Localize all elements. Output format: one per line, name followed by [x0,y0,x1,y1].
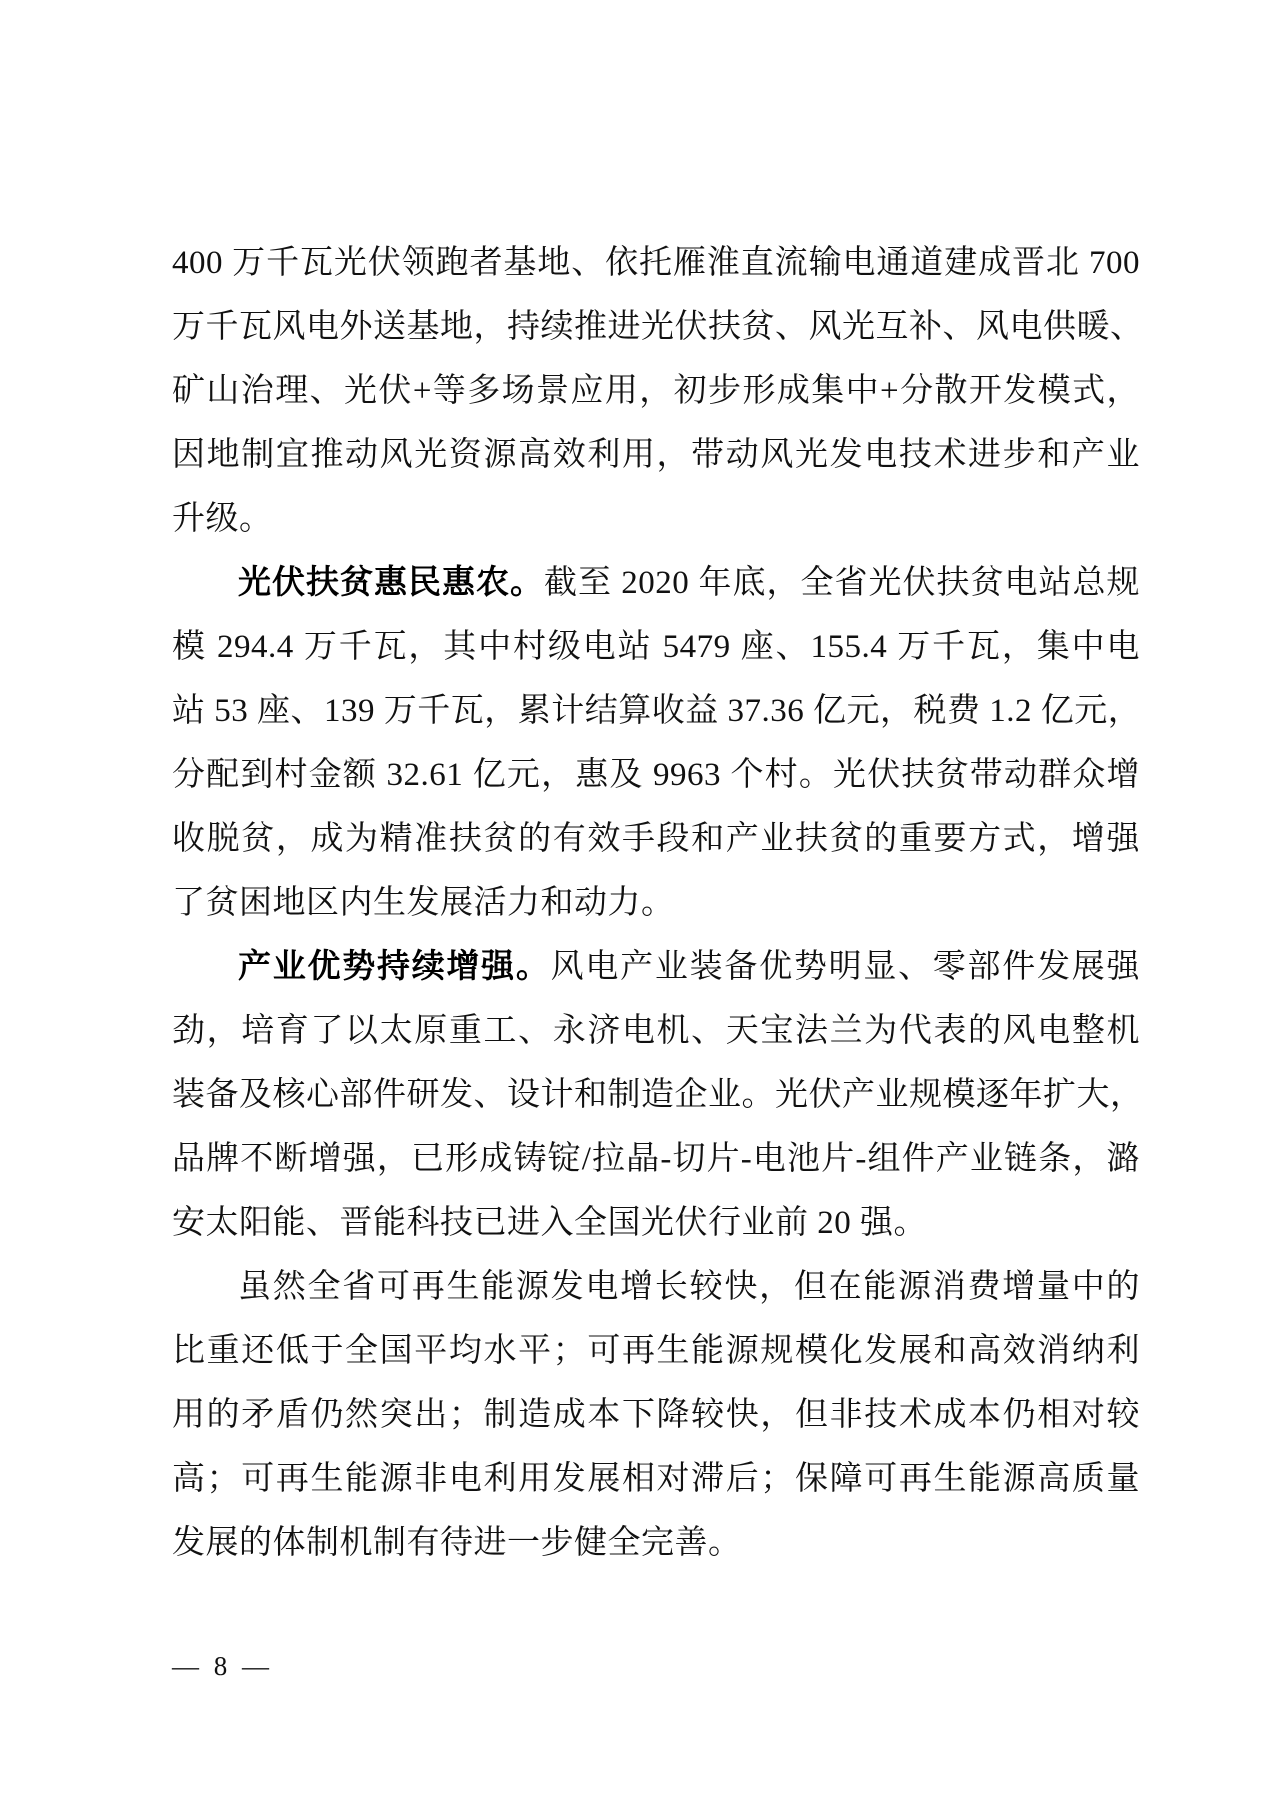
line-text: 比重还低于全国平均水平；可再生能源规模化发展和高效消纳利 [172,1333,1140,1369]
line-text: 品牌不断增强，已形成铸锭/拉晶-切片-电池片-组件产业链条，潞 [172,1141,1140,1177]
text-line [172,423,1140,487]
line-text: 因地制宜推动风光资源高效利用，带动风光发电技术进步和产业 [172,437,1140,473]
paragraph-lead-bold: 产业优势持续增强。 [238,949,551,985]
line-text: 风电产业装备优势明显、零部件发展强 [550,949,1141,985]
paragraph [172,935,1144,1255]
line-text: 分配到村金额 32.61 亿元，惠及 9963 个村。光伏扶贫带动群众增 [172,757,1140,793]
text-line [172,615,1140,679]
text-line [172,743,1140,807]
text-line [172,231,1140,295]
line-text: 矿山治理、光伏+等多场景应用，初步形成集中+分散开发模式， [172,373,1140,409]
text-block [172,231,1144,1575]
text-line [172,1511,1140,1575]
line-text: 发展的体制机制有待进一步健全完善。 [172,1525,742,1561]
line-text: 升级。 [172,501,273,537]
text-line [172,871,1140,935]
text-line [172,935,1140,999]
text-line [172,807,1140,871]
text-line [172,551,1140,615]
line-text: 劲，培育了以太原重工、永济电机、天宝法兰为代表的风电整机 [172,1013,1140,1049]
text-line [172,1063,1144,1127]
line-text: 了贫困地区内生发展活力和动力。 [172,885,675,921]
text-line [172,1191,1140,1255]
line-text: 高；可再生能源非电利用发展相对滞后；保障可再生能源高质量 [172,1461,1140,1497]
paragraph [172,551,1140,935]
text-line [172,1447,1140,1511]
line-text: 400 万千瓦光伏领跑者基地、依托雁淮直流输电通道建成晋北 700 [172,245,1140,281]
text-line [172,487,1140,551]
text-line [172,1319,1140,1383]
text-line [172,999,1140,1063]
line-text: 收脱贫，成为精准扶贫的有效手段和产业扶贫的重要方式，增强 [172,821,1140,857]
text-line [172,679,1140,743]
paragraph [172,231,1144,551]
text-line [172,295,1144,359]
line-text: 模 294.4 万千瓦，其中村级电站 5479 座、155.4 万千瓦，集中电 [172,629,1140,665]
line-text: 用的矛盾仍然突出；制造成本下降较快，但非技术成本仍相对较 [172,1397,1140,1433]
line-text: 站 53 座、139 万千瓦，累计结算收益 37.36 亿元，税费 1.2 亿元， [172,693,1142,729]
line-text: 安太阳能、晋能科技已进入全国光伏行业前 20 强。 [172,1205,927,1241]
text-line [172,359,1140,423]
paragraph-lead-bold: 光伏扶贫惠民惠农。 [238,565,544,601]
paragraph [172,1255,1140,1575]
line-text: 虽然全省可再生能源发电增长较快，但在能源消费增量中的 [238,1269,1140,1305]
line-text: 装备及核心部件研发、设计和制造企业。光伏产业规模逐年扩大， [172,1077,1144,1113]
line-text: 万千瓦风电外送基地，持续推进光伏扶贫、风光互补、风电供暖、 [172,309,1144,345]
text-line [172,1383,1140,1447]
text-line [172,1127,1140,1191]
page-footer [172,1650,273,1682]
text-line [172,1255,1140,1319]
line-text: 截至 2020 年底，全省光伏扶贫电站总规 [544,565,1140,601]
page-number: — 8 — [172,1651,273,1681]
